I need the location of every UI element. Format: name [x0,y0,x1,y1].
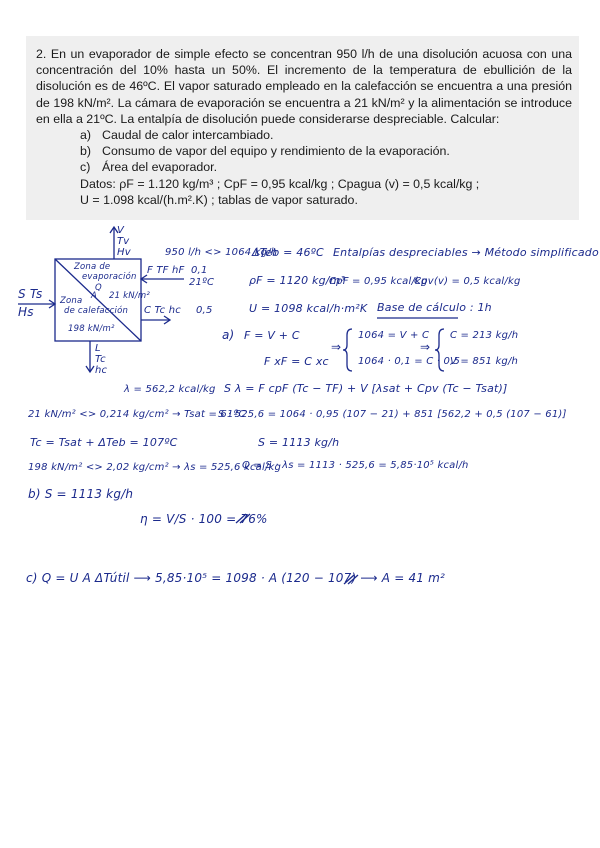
delta-teb: ΔTeb = 46ºC [252,246,324,259]
result-c: C = 213 kg/h [450,330,519,341]
pressure-21: 21 kN/m² <> 0,214 kg/cm² → Tsat = 61ºC [28,409,246,420]
u-value: U = 1098 kcal/h·m²K [249,302,368,315]
cpf-value: CpF = 0,95 kcal/kg [329,276,428,287]
concentrate-fraction: 0,5 [196,305,213,316]
energy-numeric: S · 525,6 = 1064 · 0,95 (107 − 21) + 851 [562,2 + 0,5 (107 − 61)] [218,409,567,420]
feed-conversion: 950 l/h <> 1064 kg/h [165,247,278,258]
energy-balance: S λ = F cpF (Tc − TF) + V [λsat + Cpv (Tc − Tsat)] [224,382,508,395]
question-item-a: a) Caudal de calor intercambiado. [80,128,274,143]
pressure-198: 198 kN/m² <> 2,02 kg/cm² → λs = 525,6 kcal/kg [28,462,282,473]
implies-arrow-1: ⇒ [331,340,342,354]
part-b-answer: b) S = 1113 kg/h [28,487,134,501]
condensate-label: L Tc hc [95,343,108,376]
feed-temperature: 21ºC [189,277,215,288]
system-eq-1: 1064 = V + C [358,330,430,341]
implies-arrow-2: ⇒ [420,340,431,354]
part-c-answer: c) Q = U A ΔTútil ⟶ 5,85·10⁵ = 1098 · A (120 − 107) ⟶ A = 41 m² [26,571,446,585]
zone-evaporation-label: Zona de evaporación [74,262,137,282]
system-eq-2: 1064 · 0,1 = C · 0,5 [358,356,461,367]
heat-flow: Q = S · λs = 1113 · 525,6 = 5,85·10⁵ kcal/h [242,460,469,471]
vapor-out-label: V Tv Hv [117,225,131,258]
feed-label: F TF hF [147,265,185,276]
mass-balance: F = V + C [244,329,300,342]
datos-line-1: Datos: ρF = 1.120 kg/m³ ; CpF = 0,95 kcal/kg ; Cpagua (v) = 0,5 kcal/kg ; [80,176,480,191]
problem-text: 2. En un evaporador de simple efecto se concentran 950 l/h de una disolución acuosa con una concentración del 10% hasta un 50%. El incremento de la temperatura de ebullición de la disolución es de 46ºC. El vapor saturado empleado en la calefacción se encuentra a una presión de 198 kN/m². La cámara de evaporación se encuentra a 21 kN/m² y la alimentación se introduce en ella a 21ºC. La entalpía de disolución puede considerarse despreciable. Calcular: [36,47,572,126]
rho-value: ρF = 1120 kg/m³ [249,274,346,287]
cpw-value: Cpv(v) = 0,5 kcal/kg [414,276,521,287]
datos-line-2: U = 1.098 kcal/(h.m².K) ; tablas de vapor saturado. [80,192,358,207]
question-item-b: b) Consumo de vapor del equipo y rendimiento de la evaporación. [80,144,450,159]
pressure-evap-label: 21 kN/m² [109,291,150,301]
base-calculo: Base de cálculo : 1h [377,301,492,314]
concentrate-label: C Tc hc [144,305,181,316]
q-label: Q [95,283,102,293]
efficiency: η = V/S · 100 = 76% [140,512,268,526]
pressure-heating-label: 198 kN/m² [68,324,115,334]
enthalpy-note: Entalpías despreciables → Método simplificado [333,246,599,259]
question-item-c: c) Área del evaporador. [80,160,218,175]
result-v: V = 851 kg/h [450,356,519,367]
zone-heating-label: Zona de calefacción [60,296,129,316]
solute-balance: F xF = C xc [264,355,329,368]
feed-concentration: 0,1 [191,265,208,276]
s-value: S = 1113 kg/h [258,436,340,449]
tc-value: Tc = Tsat + ΔTeb = 107ºC [30,436,178,449]
steam-in-label: S Ts Hs [18,287,43,319]
part-a-label: a) [222,328,235,342]
area-label: A [91,291,98,301]
lambda-reference: λ = 562,2 kcal/kg [124,384,216,395]
